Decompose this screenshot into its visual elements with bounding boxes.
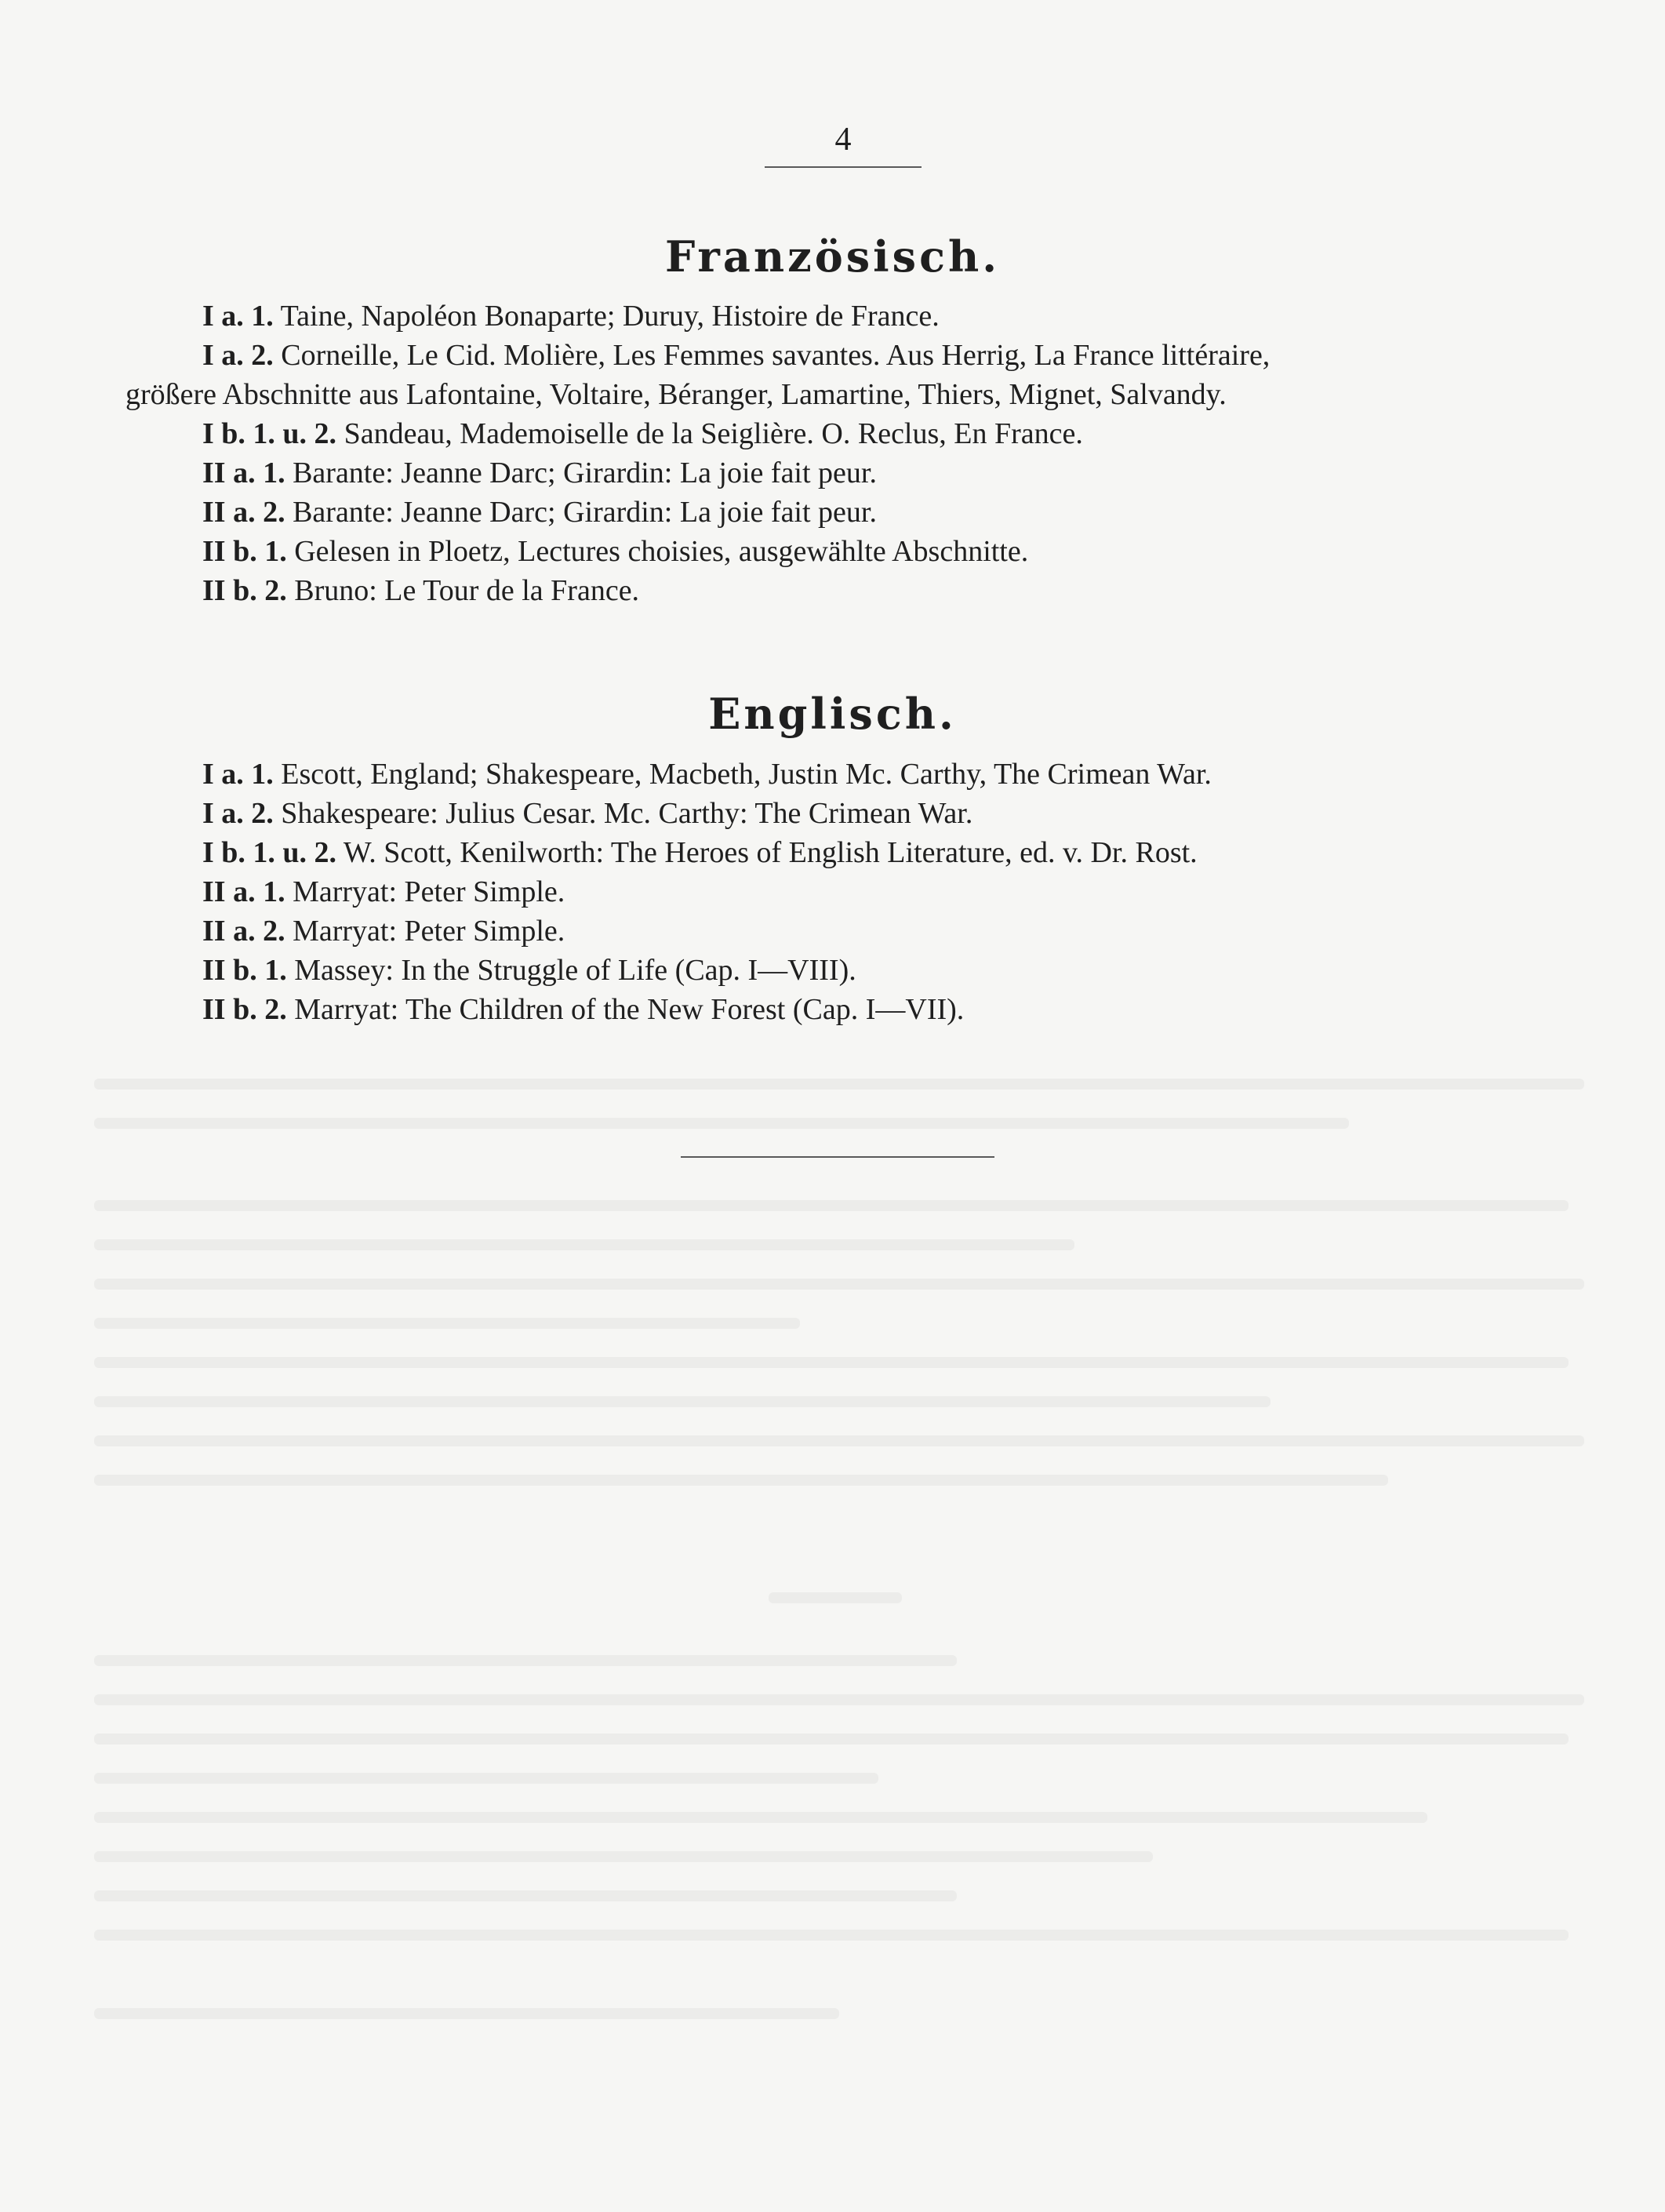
entry-code: II a. 2. [202, 915, 285, 948]
list-item [202, 911, 1212, 951]
french-reading-list [125, 297, 1271, 610]
entry-text: Marryat: The Children of the New Forest (Cap. I—VII). [294, 993, 965, 1026]
entry-text: W. Scott, Kenilworth: The Heroes of English Literature, ed. v. Dr. Rost. [343, 836, 1198, 869]
entry-text: Corneille, Le Cid. Molière, Les Femmes savantes. Aus Herrig, La France littéraire, [281, 339, 1271, 372]
entry-text: Gelesen in Ploetz, Lectures choisies, ausgewählte Abschnitte. [294, 535, 1029, 568]
list-item [202, 297, 1270, 336]
list-item [202, 571, 1270, 610]
entry-code: I b. 1. u. 2. [202, 417, 337, 450]
list-item [202, 990, 1212, 1029]
entry-code: I a. 2. [202, 797, 274, 830]
list-item [202, 794, 1212, 833]
entry-text: Barante: Jeanne Darc; Girardin: La joie fait peur. [293, 496, 877, 529]
entry-code: II b. 2. [202, 993, 287, 1026]
entry-code: I a. 1. [202, 300, 274, 333]
entry-text: Marryat: Peter Simple. [293, 915, 565, 948]
entry-text: Barante: Jeanne Darc; Girardin: La joie fait peur. [293, 457, 877, 489]
list-item [202, 872, 1212, 911]
header-rule [765, 166, 922, 168]
entry-text: Taine, Napoléon Bonaparte; Duruy, Histoire de France. [280, 300, 940, 333]
list-item [202, 336, 1270, 375]
list-item [202, 453, 1270, 493]
list-item [202, 493, 1270, 532]
list-item [202, 755, 1212, 794]
list-item-continuation: größere Abschnitte aus Lafontaine, Voltaire, Béranger, Lamartine, Thiers, Mignet, Salvandy. [125, 378, 1227, 411]
page-number: 4 [834, 122, 852, 158]
english-reading-list [202, 755, 1212, 1029]
section-heading-french: Französisch. [664, 231, 1001, 282]
entry-text: Shakespeare: Julius Cesar. Mc. Carthy: The Crimean War. [281, 797, 973, 830]
entry-code: II a. 2. [202, 496, 285, 529]
list-item [202, 414, 1270, 453]
entry-code: II b. 1. [202, 954, 287, 987]
entry-text: Massey: In the Struggle of Life (Cap. I—VIII). [294, 954, 856, 987]
entry-text: Bruno: Le Tour de la France. [294, 574, 640, 607]
entry-text: Escott, England; Shakespeare, Macbeth, Justin Mc. Carthy, The Crimean War. [281, 758, 1212, 791]
section-heading-english: Englisch. [708, 689, 957, 739]
entry-code: II a. 1. [202, 457, 285, 489]
list-item [202, 833, 1212, 872]
entry-code: II b. 2. [202, 574, 287, 607]
entry-code: II a. 1. [202, 875, 285, 908]
end-rule [681, 1156, 994, 1158]
entry-code: II b. 1. [202, 535, 287, 568]
entry-text: Marryat: Peter Simple. [293, 875, 565, 908]
list-item [202, 951, 1212, 990]
entry-code: I a. 1. [202, 758, 274, 791]
entry-text: Sandeau, Mademoiselle de la Seiglière. O. Reclus, En France. [344, 417, 1083, 450]
entry-code: I a. 2. [202, 339, 274, 372]
list-item [202, 532, 1270, 571]
entry-code: I b. 1. u. 2. [202, 836, 337, 869]
